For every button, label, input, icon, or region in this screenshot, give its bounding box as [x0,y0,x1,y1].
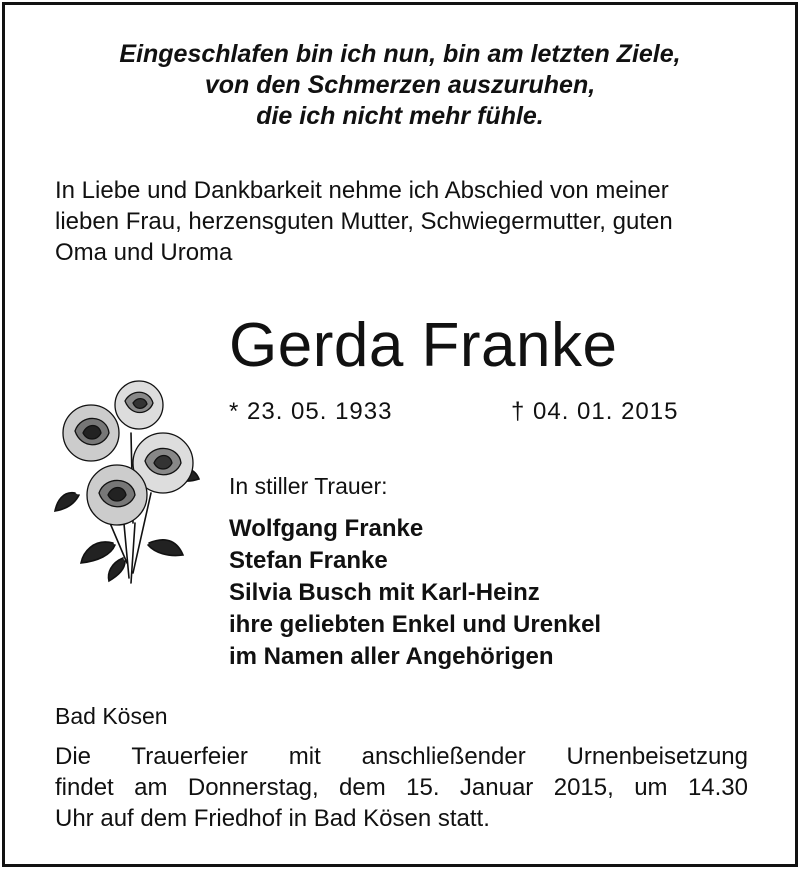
intro-line: Oma und Uroma [55,239,233,266]
mourner-name: Silvia Busch mit Karl-Heinz [229,579,540,606]
intro-text [55,175,755,268]
intro-line: In Liebe und Dankbarkeit nehme ich Abschied von meiner [55,177,669,204]
poem-line: die ich nicht mehr fühle. [256,102,544,130]
ceremony-line: Uhr auf dem Friedhof in Bad Kösen statt. [55,805,490,832]
place-name: Bad Kösen [55,703,168,729]
obituary-frame [2,2,798,867]
ceremony-line: Die Trauerfeier mit anschließender Urnenbeisetzung [55,743,748,770]
mourner-name: Stefan Franke [229,547,388,574]
poem-line: Eingeschlafen bin ich nun, bin am letzten Ziele, [119,40,681,68]
death-date: † 04. 01. 2015 [511,398,679,425]
mourner-name: ihre geliebten Enkel und Urenkel [229,611,602,638]
intro-line: lieben Frau, herzensguten Mutter, Schwiegermutter, guten [55,208,673,235]
poem [5,39,795,132]
deceased-name: Gerda Franke [229,311,618,380]
ceremony-line: findet am Donnerstag, dem 15. Januar 2015, um 14.30 [55,774,748,801]
rose-bouquet-icon [53,373,203,588]
ceremony-text [55,741,748,834]
mourning-label: In stiller Trauer: [229,473,388,499]
poem-line: von den Schmerzen auszuruhen, [204,71,596,99]
mourner-name: Wolfgang Franke [229,515,424,542]
birth-date: * 23. 05. 1933 [229,398,393,425]
mourners-list [229,513,601,673]
mourner-name: im Namen aller Angehörigen [229,643,554,670]
